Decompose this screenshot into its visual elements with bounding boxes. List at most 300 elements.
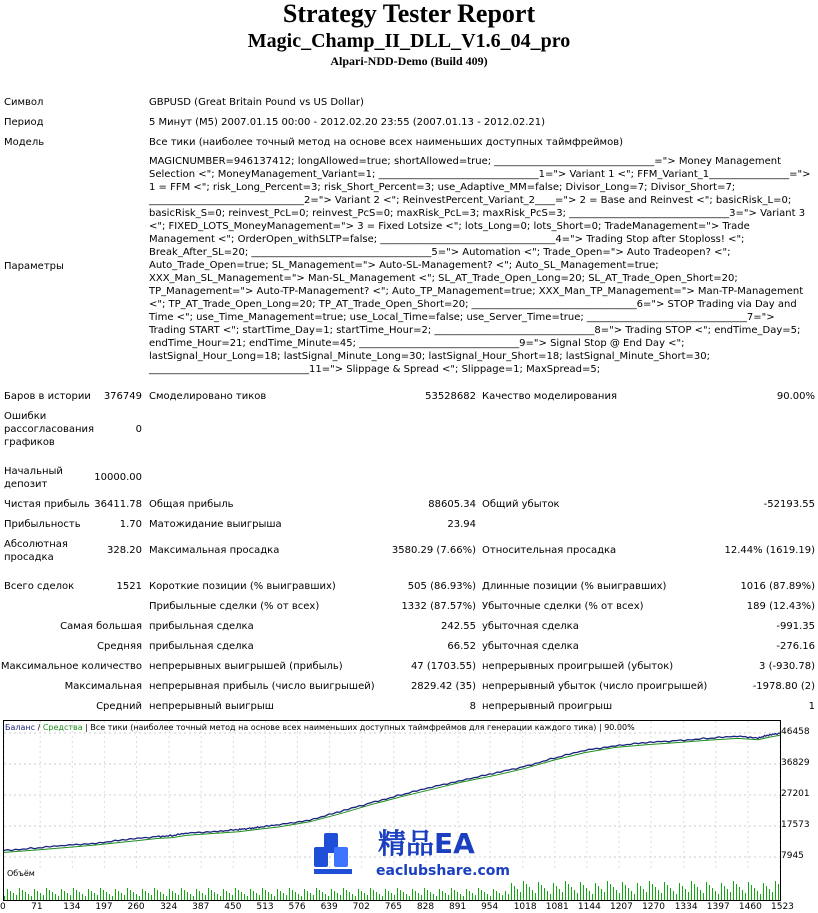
volume-bar (427, 890, 428, 900)
net-label: Чистая прибыль (4, 499, 90, 510)
ticks-value: 53528682 (425, 391, 476, 402)
volume-bar (154, 888, 155, 900)
volume-bar (142, 889, 143, 900)
mismatch-value: 0 (135, 424, 142, 435)
volume-bar (679, 883, 680, 900)
x-tick-label: 1207 (609, 902, 633, 912)
volume-bar (418, 893, 419, 900)
volume-bar (541, 885, 542, 900)
volume-bar (22, 890, 23, 900)
volume-bar (778, 884, 779, 900)
volume-bar (673, 891, 674, 900)
x-tick-label: 765 (384, 902, 402, 912)
volume-bar (460, 894, 461, 900)
volume-bar (289, 888, 290, 900)
volume-bar (703, 893, 704, 900)
volume-bar (403, 892, 404, 900)
volume-bar (274, 896, 275, 900)
y-tick-label: 7945 (781, 851, 804, 861)
volume-bar (772, 892, 773, 900)
volume-bar (346, 890, 347, 900)
volume-bar (664, 882, 665, 900)
volume-bar (556, 886, 557, 900)
volume-bar (589, 891, 590, 900)
volume-bar (241, 892, 242, 900)
x-tick-label: 134 (63, 902, 81, 912)
avg-profit-label: прибыльная сделка (149, 641, 254, 652)
loss-trades-value: 189 (12.43%) (746, 601, 815, 612)
volume-bar (37, 891, 38, 900)
volume-bar (763, 883, 764, 900)
volume-bar (193, 896, 194, 900)
maximal-profit-value: 2829.42 (35) (410, 681, 476, 692)
volume-bar (502, 895, 503, 900)
volume-bar (595, 883, 596, 900)
x-tick-label: 1523 (771, 902, 794, 912)
volume-bar (505, 891, 506, 900)
volume-bar (514, 886, 515, 900)
avgcons-losses-value: 1 (808, 701, 815, 712)
volume-bar (202, 893, 203, 900)
volume-bar (601, 889, 602, 900)
volume-bar (448, 895, 449, 900)
volume-bar (490, 896, 491, 900)
volume-bar (499, 893, 500, 900)
volume-bar (28, 894, 29, 900)
volume-bar (208, 888, 209, 900)
volume-bar (322, 892, 323, 900)
volume-bar (196, 889, 197, 900)
volume-bar (148, 893, 149, 900)
volume-bar (88, 889, 89, 900)
volume-bar (643, 889, 644, 900)
total-value: 1521 (116, 581, 142, 592)
x-tick-label: 0 (0, 902, 6, 912)
rel-dd-value: 12.44% (1619.19) (724, 545, 815, 556)
volume-bar (388, 891, 389, 900)
volume-bar (574, 890, 575, 900)
volume-bar (436, 896, 437, 900)
volume-bar (286, 895, 287, 900)
volume-bar (547, 891, 548, 900)
x-tick-label: 197 (95, 902, 113, 912)
params-value: MAGICNUMBER=946137412; longAllowed=true; shortAllowed=true; ________________________________="> Money Management Selection <"; MoneyManagement_Variant=1; ________________________________1="> Variant 1 <"; FFM_Variant_1________________="> 1 = FFM <"; risk_Long_Percent=3; risk_Short_Percent=3; use_Adaptive_MM=false; Divisor_Long=7; Divisor_Short=7; _______________________________2="> Variant 2 <"; ReinvestPercent_Variant_2____="> 2 = Base and Reinvest <"; basicRisk_L=0; basicRisk_S=0; reinvest_PcL=0; reinvest_PcS=0; maxRisk_PcL=3; maxRisk_PcS=3; ________________________________3="> Variant 3 <"; FIXED_LOTS_MoneyManagement="> 3 = Fixed Lotsize <"; lots_Long=0; lots_Short=0; TradeManagement="> Trade Management <"; OrderOpen_withSLTP=false; ___________________________________4="> Trading Stop after Stoploss! <"; Break_After_SL=20; ____________________________________5="> Automation <"; Trade_Open="> Auto Tradeopen? <"; Auto_Trade_Open=true; SL_Management="> Auto-SL-Management? <"; Auto_SL_Management=true; XXX_Man_SL_Management="> Man-SL_Management <"; SL_AT_Trade_Open_Long=20; SL_AT_Trade_Open_Short=20; TP_Management="> Auto-TP-Management? <"; Auto_TP_Management=true; XXX_Man_TP_Management="> Man-TP-Management <"; TP_AT_Trade_Open_Long=20; TP_AT_Trade_Open_Short=20; _________________________________6="> STOP Trading via Day and Time <"; use_Time_Management=true; use_Local_Time=false; use_Server_Time=true; ________________________________7="> Trading START <"; startTime_Day=1; startTime_Hour=2; ________________________________8="> Trading STOP <"; endTime_Day=5; endTime_Hour=21; endTime_Minute=45; ________________________________9="> Signal Stop @ End Day <"; lastSignal_Hour_Long=18; lastSignal_Minute_Long=30; lastSignal_Hour_Short=18; lastSignal_Minute_Short=30; ________________________________11="> Slippage & Spread <"; Slippage=1; MaxSpread=5; (149, 156, 811, 375)
volume-bar (469, 891, 470, 900)
volume-bar (127, 888, 128, 900)
volume-bar (52, 892, 53, 900)
volume-bar (55, 894, 56, 900)
x-tick-label: 450 (224, 902, 242, 912)
volume-bar (484, 892, 485, 900)
volume-bar (349, 892, 350, 900)
volume-bar (610, 884, 611, 900)
volume-bar (721, 883, 722, 900)
volume-bar (370, 888, 371, 900)
volume-bar (478, 888, 479, 900)
watermark-logo-icon (310, 825, 370, 885)
largest-label: Самая большая (60, 621, 142, 632)
volume-bar (475, 895, 476, 900)
volume-bar (169, 889, 170, 900)
volume-bar (184, 890, 185, 900)
volume-bar (172, 891, 173, 900)
volume-bar (454, 890, 455, 900)
params-label: Параметры (4, 261, 64, 272)
volume-bar (562, 892, 563, 900)
volume-bar (166, 896, 167, 900)
deposit-value: 10000.00 (94, 472, 142, 483)
volume-bar (430, 892, 431, 900)
volume-bar (733, 881, 734, 900)
volume-bar (685, 889, 686, 900)
volume-bar (355, 896, 356, 900)
volume-bar (493, 889, 494, 900)
volume-bar (652, 884, 653, 900)
volume-bar (577, 893, 578, 900)
volume-bar (118, 891, 119, 900)
x-tick-label: 891 (448, 902, 467, 912)
volume-bar (697, 887, 698, 900)
volume-bar (238, 890, 239, 900)
volume-bar (379, 894, 380, 900)
volume-bar (607, 881, 608, 900)
report-title: Strategy Tester Report (282, 0, 536, 28)
volume-bar (19, 888, 20, 900)
volume-bar (70, 895, 71, 900)
volume-bar (682, 886, 683, 900)
volume-bar (544, 888, 545, 900)
volume-bar (298, 894, 299, 900)
volume-bar (598, 886, 599, 900)
abs-dd-label: Абсолютная просадка (4, 539, 68, 563)
volume-bar (43, 895, 44, 900)
mismatch-label: Ошибки рассогласования графиков (4, 411, 95, 448)
volume-bar (712, 888, 713, 900)
volume-bar (412, 889, 413, 900)
volume-bar (10, 891, 11, 900)
volume-bar (676, 894, 677, 900)
volume-bar (301, 896, 302, 900)
volume-bar (520, 892, 521, 900)
largest-loss-value: -991.35 (776, 621, 815, 632)
volume-bar (190, 894, 191, 900)
volume-bar (334, 891, 335, 900)
volume-bar (457, 892, 458, 900)
volume-bar (310, 893, 311, 900)
volume-bar (16, 895, 17, 900)
volume-bar (730, 892, 731, 900)
maxcount-label: Максимальное количество (0, 661, 142, 672)
volume-bar (400, 890, 401, 900)
volume-bar (358, 889, 359, 900)
avg-loss-label: убыточная сделка (482, 641, 579, 652)
volume-bar (160, 892, 161, 900)
volume-bar (631, 891, 632, 900)
volume-bar (229, 893, 230, 900)
chart-legend: Баланс / Средства | Все тики (наиболее точный метод на основе всех наименьших доступных таймфреймов для генерации каждого тика) | 90.00% (5, 723, 635, 732)
volume-bar (442, 891, 443, 900)
volume-bar (508, 894, 509, 900)
x-tick-label: 324 (160, 902, 178, 912)
volume-bar (517, 889, 518, 900)
x-tick-label: 1397 (706, 902, 730, 912)
symbol-label: Символ (4, 97, 44, 108)
x-tick-label: 1081 (545, 902, 569, 912)
volume-bar (232, 895, 233, 900)
volume-bar (463, 896, 464, 900)
rel-dd-label: Относительная просадка (482, 545, 617, 556)
x-tick-label: 702 (352, 902, 370, 912)
volume-bar (223, 889, 224, 900)
largest-profit-value: 242.55 (441, 621, 476, 632)
volume-bar (415, 891, 416, 900)
x-tick-label: 260 (127, 902, 145, 912)
volume-bar (550, 894, 551, 900)
x-tick-label: 954 (481, 902, 499, 912)
volume-bar (565, 881, 566, 900)
volume-bar (361, 891, 362, 900)
volume-bar (394, 895, 395, 900)
x-tick-label: 1270 (642, 902, 665, 912)
volume-bar (373, 890, 374, 900)
volume-bar (445, 893, 446, 900)
volume-bar (109, 894, 110, 900)
volume-bar (268, 892, 269, 900)
avg-label: Средняя (97, 641, 142, 652)
legend-balance: Баланс (5, 723, 36, 732)
volume-bar (637, 883, 638, 900)
quality-value: 90.00% (776, 391, 815, 402)
volume-bar (706, 882, 707, 900)
volume-bar (616, 890, 617, 900)
volume-bar (640, 886, 641, 900)
volume-bar (646, 892, 647, 900)
volume-bar (481, 890, 482, 900)
maximal-loss-label: непрерывный убыток (число проигрышей) (482, 681, 708, 692)
volume-bar (124, 895, 125, 900)
volume-bar (277, 889, 278, 900)
volume-bar (247, 896, 248, 900)
x-tick-label: 1144 (577, 902, 601, 912)
maxcount-losses-value: 3 (-930.78) (759, 661, 815, 672)
volume-bar (391, 893, 392, 900)
long-value: 1016 (87.89%) (740, 581, 815, 592)
volume-bar (100, 888, 101, 900)
volume-label: Объём (7, 869, 35, 878)
volume-bar (145, 891, 146, 900)
volume-bar (736, 884, 737, 900)
volume-bar (700, 890, 701, 900)
largest-loss-label: убыточная сделка (482, 621, 579, 632)
y-tick-label: 27201 (781, 789, 810, 799)
bars-label: Баров в истории (4, 391, 91, 402)
volume-bar (307, 891, 308, 900)
volume-bar (259, 895, 260, 900)
maximal-label: Максимальная (64, 681, 142, 692)
gross-loss-label: Общий убыток (482, 499, 560, 510)
quality-label: Качество моделирования (482, 391, 617, 402)
volume-bar (157, 890, 158, 900)
watermark (310, 825, 510, 885)
volume-bar (538, 882, 539, 900)
volume-bar (634, 894, 635, 900)
pf-value: 1.70 (119, 519, 142, 530)
volume-bar (64, 891, 65, 900)
volume-bar (691, 881, 692, 900)
volume-bar (715, 891, 716, 900)
volume-bar (592, 894, 593, 900)
volume-bar (571, 887, 572, 900)
volume-bar (226, 891, 227, 900)
volume-bar (487, 894, 488, 900)
x-tick-label: 1334 (674, 902, 698, 912)
volume-bar (292, 890, 293, 900)
volume-bar (739, 887, 740, 900)
volume-bar (586, 888, 587, 900)
volume-bar (244, 894, 245, 900)
maximal-loss-value: -1978.80 (2) (752, 681, 815, 692)
volume-bar (34, 889, 35, 900)
volume-bar (7, 889, 8, 900)
volume-bar (91, 891, 92, 900)
gross-profit-value: 88605.34 (428, 499, 476, 510)
volume-bar (271, 894, 272, 900)
volume-bar (58, 896, 59, 900)
y-tick-label: 46458 (781, 727, 810, 737)
volume-bar (754, 888, 755, 900)
volume-bar (178, 895, 179, 900)
avgcons-losses-label: непрерывный проигрыш (482, 701, 613, 712)
gross-loss-value: -52193.55 (763, 499, 815, 510)
volume-bar (235, 888, 236, 900)
volume-bar (451, 888, 452, 900)
symbol-value: GBPUSD (Great Britain Pound vs US Dollar) (149, 97, 364, 108)
expect-label: Матожидание выигрыша (149, 519, 282, 530)
volume-bar (73, 888, 74, 900)
volume-bar (385, 889, 386, 900)
volume-bar (748, 882, 749, 900)
volume-bar (31, 896, 32, 900)
y-tick-label: 36829 (781, 758, 810, 768)
volume-bar (523, 881, 524, 900)
model-value: Все тики (наиболее точный метод на основе всех наименьших доступных таймфреймов) (149, 137, 624, 148)
avgcons-label: Средний (96, 701, 142, 712)
avg-profit-value: 66.52 (447, 641, 476, 652)
volume-bar (337, 893, 338, 900)
volume-bar (175, 893, 176, 900)
x-tick-label: 576 (288, 902, 306, 912)
volume-bar (718, 894, 719, 900)
server-name: Alpari-NDD-Demo (Build 409) (330, 54, 488, 68)
max-dd-label: Максимальная просадка (149, 545, 280, 556)
profit-trades-label: Прибыльные сделки (% от всех) (149, 601, 320, 612)
volume-bar (139, 896, 140, 900)
volume-bar (340, 895, 341, 900)
volume-bar (742, 890, 743, 900)
volume-bar (121, 893, 122, 900)
volume-bar (76, 890, 77, 900)
short-label: Короткие позиции (% выигравших) (149, 581, 336, 592)
legend-equity: Средства (42, 723, 83, 732)
avgcons-wins-label: непрерывный выигрыш (149, 701, 274, 712)
volume-bar (328, 896, 329, 900)
volume-bar (439, 889, 440, 900)
volume-bar (214, 892, 215, 900)
period-label: Период (4, 117, 44, 128)
maxcount-losses-label: непрерывных проигрышей (убыток) (482, 661, 674, 672)
gross-profit-label: Общая прибыль (149, 499, 234, 510)
volume-bar (472, 893, 473, 900)
volume-bar (181, 888, 182, 900)
volume-bar (199, 891, 200, 900)
volume-bar (82, 894, 83, 900)
volume-bar (343, 888, 344, 900)
volume-bar (694, 884, 695, 900)
pf-label: Прибыльность (4, 519, 81, 530)
volume-bar (112, 896, 113, 900)
volume-bar (658, 890, 659, 900)
x-tick-label: 1460 (738, 902, 762, 912)
short-value: 505 (86.93%) (407, 581, 476, 592)
volume-bar (85, 896, 86, 900)
volume-bar (262, 888, 263, 900)
volume-bar (217, 894, 218, 900)
volume-bar (667, 885, 668, 900)
volume-bar (211, 890, 212, 900)
volume-bar (724, 886, 725, 900)
maxcount-wins-label: непрерывных выигрышей (прибыль) (149, 661, 343, 672)
volume-bar (757, 891, 758, 900)
volume-bar (364, 893, 365, 900)
volume-bar (61, 889, 62, 900)
volume-bar (751, 885, 752, 900)
volume-bar (133, 892, 134, 900)
volume-bar (220, 896, 221, 900)
volume-bar (535, 893, 536, 900)
volume-bar (406, 894, 407, 900)
volume-bar (766, 886, 767, 900)
volume-bar (568, 884, 569, 900)
x-tick-label: 828 (416, 902, 435, 912)
volume-bar (40, 893, 41, 900)
volume-bar (619, 893, 620, 900)
largest-profit-label: прибыльная сделка (149, 621, 254, 632)
volume-bar (130, 890, 131, 900)
x-tick-label: 639 (320, 902, 338, 912)
volume-bar (376, 892, 377, 900)
total-label: Всего сделок (4, 581, 75, 592)
volume-bar (13, 893, 14, 900)
x-tick-label: 71 (31, 902, 43, 912)
volume-bar (511, 883, 512, 900)
volume-bar (775, 881, 776, 900)
volume-bar (151, 895, 152, 900)
volume-bar (187, 892, 188, 900)
long-label: Длинные позиции (% выигравших) (482, 581, 667, 592)
volume-bar (382, 896, 383, 900)
volume-bar (655, 887, 656, 900)
volume-bar (553, 883, 554, 900)
volume-bar (136, 894, 137, 900)
avg-loss-value: -276.16 (776, 641, 815, 652)
volume-bar (583, 885, 584, 900)
volume-bar (625, 885, 626, 900)
volume-bar (769, 889, 770, 900)
deposit-label: Начальный депозит (4, 466, 63, 490)
volume-bar (397, 888, 398, 900)
y-tick-label: 17573 (781, 820, 810, 830)
volume-bar (106, 892, 107, 900)
